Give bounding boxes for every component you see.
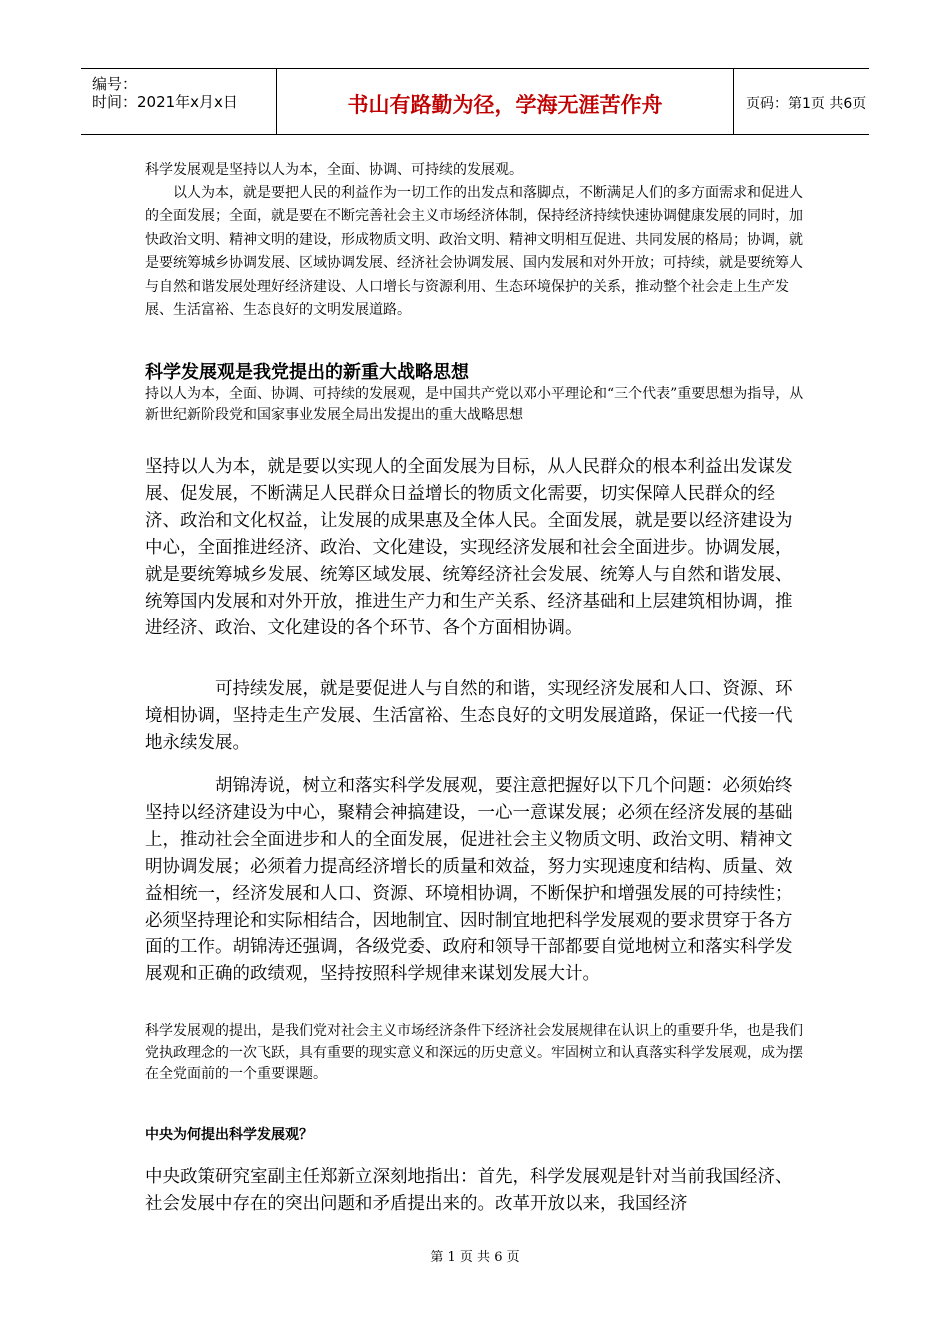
header-motto-cell — [277, 69, 734, 134]
section-heading: 科学发展观是我党提出的新重大战略思想 — [145, 362, 469, 383]
page-footer: 第 1 页 共 6 页 — [430, 1250, 520, 1265]
question-heading: 中央为何提出科学发展观？ — [145, 1127, 313, 1143]
header-meta-cell — [81, 69, 277, 134]
intro-paragraph: 以人为本，就是要把人民的利益作为一切工作的出发点和落脚点，不断满足人们的多方面需求和促进人的全面发展；全面，就是要在不断完善社会主义市场经济体制，保持经济持续快速协调健康发展的同时，加快政治文明、精神文明的建设，形成物质文明、政治文明、精神文明相互促进、共同发展的格局；协调，就是要统筹城乡协调发展、区域协调发展、经济社会协调发展、国内发展和对外开放；可持续，就是要统筹人与自然和谐发展处理好经济建设、人口增长与资源利用、生态环境保护的关系，推动整个社会走上生产发展、生活富裕、生态良好的文明发展道路。 — [145, 185, 803, 319]
page-header — [81, 68, 869, 135]
question-paragraph: 中央政策研究室副主任郑新立深刻地指出：首先，科学发展观是针对当前我国经济、社会发展中存在的突出问题和矛盾提出来的。改革开放以来，我国经济 — [145, 1167, 793, 1214]
section-paragraph: 持以人为本，全面、协调、可持续的发展观，是中国共产党以邓小平理论和“三个代表”重要思想为指导，从新世纪新阶段党和国家事业发展全局出发提出的重大战略思想 — [145, 386, 804, 423]
intro-line: 科学发展观是坚持以人为本，全面、协调、可持续的发展观。 — [145, 162, 523, 178]
summary-paragraph: 科学发展观的提出，是我们党对社会主义市场经济条件下经济社会发展规律在认识上的重要升华，也是我们党执政理念的一次飞跃，具有重要的现实意义和深远的历史意义。牢固树立和认真落实科学发展观，成为摆在全党面前的一个重要课题。 — [145, 1023, 803, 1083]
header-page-info: 页码：第1页 共6页 — [746, 96, 867, 112]
document-number-label: 编号： — [92, 75, 138, 93]
header-page-cell — [734, 69, 869, 134]
document-time-label: 时间：2021年x月x日 — [92, 93, 238, 111]
header-motto: 书山有路勤为径，学海无涯苦作舟 — [347, 93, 663, 117]
body-paragraph-1: 坚持以人为本，就是要以实现人的全面发展为目标，从人民群众的根本利益出发谋发展、促发展，不断满足人民群众日益增长的物质文化需要，切实保障人民群众的经济、政治和文化权益，让发展的成果惠及全体人民。全面发展，就是要以经济建设为中心，全面推进经济、政治、文化建设，实现经济发展和社会全面进步。协调发展，就是要统筹城乡发展、统筹区域发展、统筹经济社会发展、统筹人与自然和谐发展、统筹国内发展和对外开放，推进生产力和生产关系、经济基础和上层建筑相协调，推进经济、政治、文化建设的各个环节、各个方面相协调。 — [145, 457, 793, 639]
body-paragraph-2: 可持续发展，就是要促进人与自然的和谐，实现经济发展和人口、资源、环境相协调，坚持走生产发展、生活富裕、生态良好的文明发展道路，保证一代接一代地永续发展。 — [145, 679, 793, 753]
body-paragraph-3: 胡锦涛说，树立和落实科学发展观，要注意把握好以下几个问题：必须始终坚持以经济建设为中心，聚精会神搞建设，一心一意谋发展；必须在经济发展的基础上，推动社会全面进步和人的全面发展，促进社会主义物质文明、政治文明、精神文明协调发展；必须着力提高经济增长的质量和效益，努力实现速度和结构、质量、效益相统一，经济发展和人口、资源、环境相协调，不断保护和增强发展的可持续性；必须坚持理论和实际相结合，因地制宜、因时制宜地把科学发展观的要求贯穿于各方面的工作。胡锦涛还强调，各级党委、政府和领导干部都要自觉地树立和落实科学发展观和正确的政绩观，坚持按照科学规律来谋划发展大计。 — [145, 776, 793, 985]
